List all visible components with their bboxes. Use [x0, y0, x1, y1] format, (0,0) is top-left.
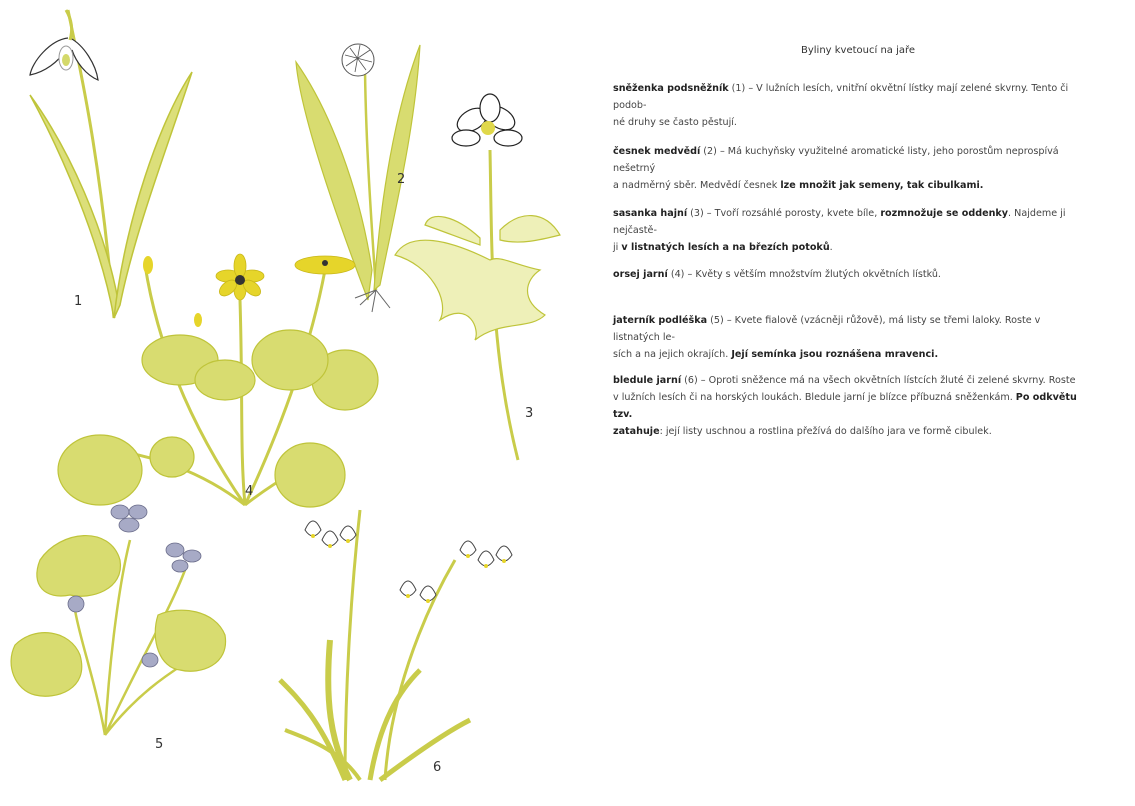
- snowdrop-drawing: [30, 10, 192, 318]
- entry-text: ji: [613, 242, 622, 253]
- entry-5: [613, 312, 1087, 363]
- entry-name: orsej jarní: [613, 269, 668, 280]
- entry-name: sněženka podsněžník: [613, 83, 729, 94]
- label-2: 2: [397, 172, 406, 187]
- entry-name: česnek medvědí: [613, 146, 701, 157]
- lesser-celandine-drawing: [58, 254, 378, 507]
- label-3: 3: [525, 406, 534, 421]
- entry-text: : její listy uschnou a rostlina přežívá do dalšího jara ve formě cibulek.: [659, 426, 992, 437]
- spring-snowflake-drawing: [280, 510, 512, 780]
- entry-bold-text: v listnatých lesích a na březích potoků: [621, 242, 830, 253]
- label-5: 5: [155, 737, 164, 752]
- hepatica-drawing: [11, 505, 225, 735]
- entry-text: – Oproti sněžence má na všech okvětních lístcích žluté či zelené skvrny. Roste: [697, 375, 1076, 386]
- entry-text: v lužních lesích či na horských loukách. Bledule jarní je blízce příbuzná sněženkám.: [613, 392, 1016, 403]
- entry-name: bledule jarní: [613, 375, 682, 386]
- entry-number: (2): [700, 146, 717, 157]
- entry-text: – V lužních lesích, vnitřní okvětní lístky mají zelené skvrny. Tento či podob-: [613, 83, 1069, 111]
- plant-illustrations: [0, 0, 570, 802]
- entry-6: [613, 372, 1087, 440]
- entry-number: (4): [667, 269, 685, 280]
- entry-bold-text: rozmnožuje se oddenky: [880, 208, 1009, 219]
- entry-text: . Najdeme ji nejčastě-: [613, 208, 1066, 236]
- entry-text: – Kvete fialově (vzácněji růžově), má listy se třemi laloky. Roste v listnatých le-: [613, 315, 1041, 343]
- entry-bold-text: zatahuje: [613, 426, 660, 437]
- label-4: 4: [245, 484, 254, 499]
- label-6: 6: [433, 760, 442, 775]
- entry-text: .: [829, 242, 833, 253]
- entry-1: [613, 80, 1087, 131]
- entry-number: (5): [707, 315, 724, 326]
- entry-text: sích a na jejich okrajích.: [613, 349, 732, 360]
- wood-anemone-drawing: [395, 94, 560, 460]
- illustration-canvas: [0, 0, 570, 802]
- entry-3: [613, 205, 1087, 256]
- entry-name: sasanka hajní: [613, 208, 688, 219]
- entry-4: [613, 266, 1087, 283]
- page-title: Byliny kvetoucí na jaře: [801, 45, 916, 56]
- entry-text: – Květy s větším množstvím žlutých okvětních lístků.: [684, 269, 941, 280]
- entry-text: a nadměrný sběr. Medvědí česnek: [613, 180, 781, 191]
- entry-bold-text: Její semínka jsou roznášena mravenci.: [731, 349, 939, 360]
- label-1: 1: [74, 294, 83, 309]
- entry-name: jaterník podléška: [613, 315, 708, 326]
- entry-text: – Má kuchyňsky využitelné aromatické listy, jeho porostům neprospívá nešetrný: [613, 146, 1059, 174]
- entry-number: (6): [681, 375, 698, 386]
- entry-text: – Tvoří rozsáhlé porosty, kvete bíle,: [703, 208, 881, 219]
- entry-2: [613, 143, 1087, 194]
- entry-number: (3): [687, 208, 704, 219]
- entry-number: (1): [728, 83, 746, 94]
- entry-bold-text: lze množit jak semeny, tak cibulkami.: [780, 180, 984, 191]
- entry-text: né druhy se často pěstují.: [613, 117, 737, 128]
- entry-bold-text: Po odkvětu tzv.: [613, 392, 1077, 420]
